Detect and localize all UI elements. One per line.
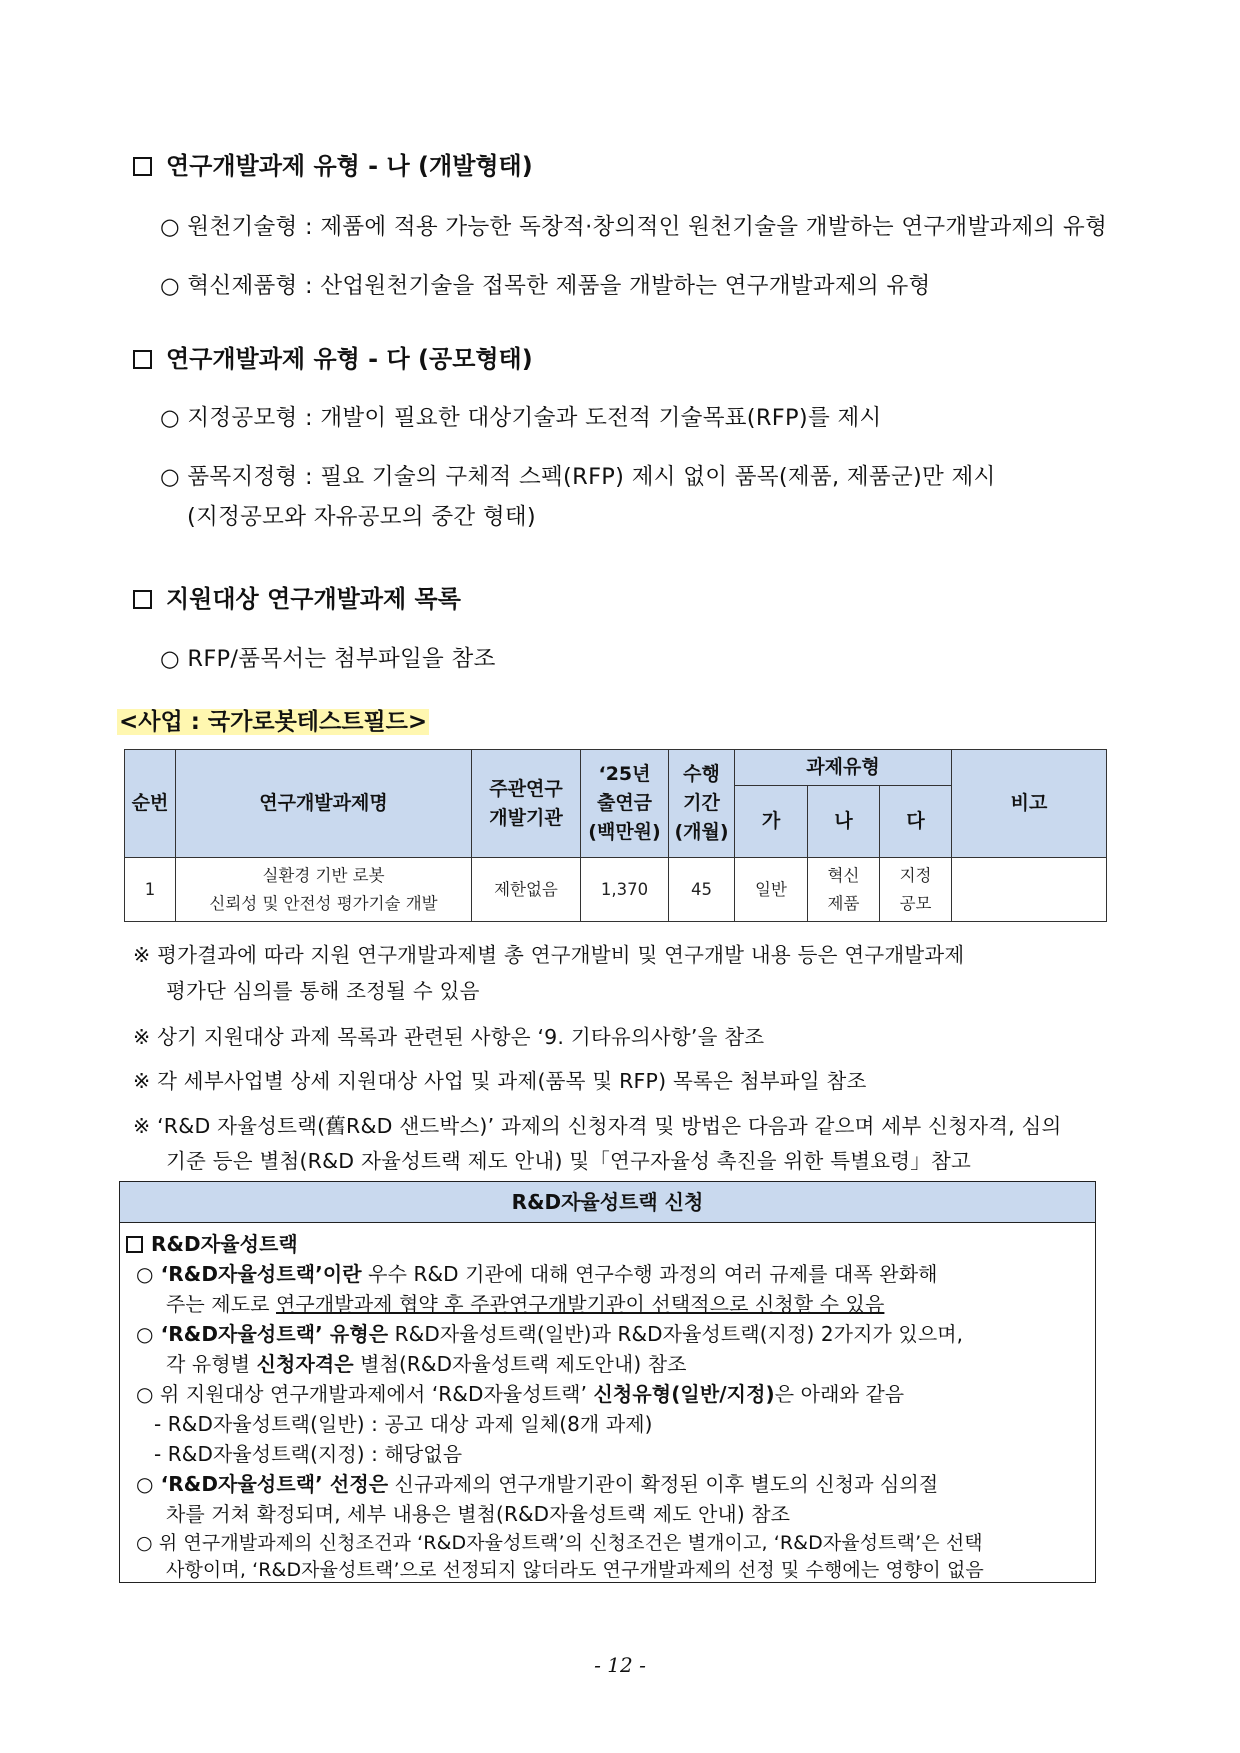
cell-type-c-line: 지정 — [899, 865, 932, 885]
track-bold: 신청자격은 — [256, 1352, 354, 1376]
track-text: ○ 위 지원대상 연구개발과제에서 ‘R&D자율성트랙’ — [136, 1382, 594, 1406]
track-text: R&D자율성트랙(일반)과 R&D자율성트랙(지정) 2가지가 있으며, — [388, 1322, 964, 1346]
section-heading — [133, 579, 461, 614]
project-table — [124, 749, 1107, 922]
note-line: ※ ‘R&D 자율성트랙(舊R&D 샌드박스)’ 과제의 신청자격 및 방법은 다음과 같으며 세부 신청자격, 심의 — [133, 1114, 1062, 1138]
checkbox-square-icon — [133, 590, 152, 609]
bullet-item: ○ 품목지정형 : 필요 기술의 구체적 스펙(RFP) 제시 없이 품목(제품, 제품군)만 제시 — [160, 464, 996, 490]
bullet-item: ○ 혁신제품형 : 산업원천기술을 접목한 제품을 개발하는 연구개발과제의 유형 — [160, 273, 931, 299]
track-box-title — [126, 1228, 298, 1257]
header-type-a: 가 — [735, 786, 808, 858]
cell-no: 1 — [125, 858, 176, 922]
track-text: 우수 R&D 기관에 대해 연구수행 과정의 여러 규제를 대폭 완화해 — [361, 1262, 938, 1286]
header-budget-line: ‘25년 — [598, 763, 651, 785]
header-type-b: 나 — [808, 786, 880, 858]
cell-type-a: 일반 — [735, 858, 808, 922]
note-line: ※ 각 세부사업별 상세 지원대상 사업 및 과제(품목 및 RFP) 목록은 첨부파일 참조 — [133, 1069, 867, 1093]
track-title-text: R&D자율성트랙 — [151, 1232, 298, 1256]
header-type-c: 다 — [880, 786, 952, 858]
table-row — [125, 858, 1107, 922]
track-line: 사항이며, ‘R&D자율성트랙’으로 선정되지 않더라도 연구개발과제의 선정 및 수행에는 영향이 없음 — [166, 1559, 984, 1581]
section-heading — [133, 339, 533, 374]
track-line — [136, 1258, 938, 1287]
track-text: 신규과제의 연구개발기관이 확정된 이후 별도의 신청과 심의절 — [388, 1472, 939, 1496]
track-line: 차를 거쳐 확정되며, 세부 내용은 별첨(R&D자율성트랙 제도 안내) 참조 — [166, 1502, 791, 1526]
track-text: 별첨(R&D자율성트랙 제도안내) 참조 — [353, 1352, 687, 1376]
cell-type-c — [880, 858, 952, 922]
cell-name-line: 실환경 기반 로봇 — [262, 865, 385, 885]
header-remark: 비고 — [952, 750, 1107, 858]
track-line: - R&D자율성트랙(지정) : 해당없음 — [154, 1442, 463, 1466]
note-line: 기준 등은 별첨(R&D 자율성트랙 제도 안내) 및「연구자율성 촉진을 위한 특별요령」참고 — [166, 1149, 971, 1173]
header-period-line: 수행 — [683, 763, 720, 785]
header-period — [669, 750, 735, 858]
checkbox-square-icon — [133, 157, 152, 176]
header-budget-line: (백만원) — [588, 821, 661, 843]
bullet-item: ○ 지정공모형 : 개발이 필요한 대상기술과 도전적 기술목표(RFP)를 제시 — [160, 405, 882, 431]
cell-type-b-line: 제품 — [827, 893, 860, 913]
track-line: - R&D자율성트랙(일반) : 공고 대상 과제 일체(8개 과제) — [154, 1412, 653, 1436]
track-line — [136, 1378, 904, 1407]
checkbox-square-icon — [133, 350, 152, 369]
track-text: 은 아래와 같음 — [774, 1382, 905, 1406]
business-label — [117, 703, 429, 736]
header-org — [472, 750, 581, 858]
track-box-header: R&D자율성트랙 신청 — [120, 1182, 1095, 1223]
track-text: 각 유형별 — [166, 1352, 257, 1376]
track-underlined: 연구개발과제 협약 후 주관연구개발기관이 선택적으로 신청할 수 있음 — [276, 1292, 885, 1316]
bullet-item-continuation: (지정공모와 자유공모의 중간 형태) — [187, 504, 537, 530]
track-bold: ○ ‘R&D자율성트랙’ 선정은 — [136, 1472, 389, 1496]
bullet-item: ○ 원천기술형 : 제품에 적용 가능한 독창적·창의적인 원천기술을 개발하는 연구개발과제의 유형 — [160, 214, 1108, 240]
header-period-line: 기간 — [683, 792, 720, 814]
heading-text: 지원대상 연구개발과제 목록 — [166, 585, 461, 613]
section-heading — [133, 146, 533, 181]
track-bold: 신청유형(일반/지정) — [593, 1382, 775, 1406]
header-budget-line: 출연금 — [596, 792, 653, 814]
track-line — [136, 1318, 963, 1347]
cell-type-b-line: 혁신 — [827, 865, 860, 885]
cell-type-b — [808, 858, 880, 922]
bullet-item: ○ RFP/품목서는 첨부파일을 참조 — [160, 646, 496, 672]
header-org-line: 주관연구 — [489, 777, 563, 800]
track-bold: ○ ‘R&D자율성트랙’ 유형은 — [136, 1322, 389, 1346]
header-period-line: (개월) — [674, 821, 729, 843]
header-org-line: 개발기관 — [489, 806, 563, 829]
header-no: 순번 — [125, 750, 176, 858]
note-line: ※ 평가결과에 따라 지원 연구개발과제별 총 연구개발비 및 연구개발 내용 등은 연구개발과제 — [133, 943, 965, 967]
cell-name — [176, 858, 472, 922]
header-type: 과제유형 — [735, 750, 952, 786]
heading-text: 연구개발과제 유형 - 나 (개발형태) — [166, 152, 533, 180]
track-line — [136, 1468, 938, 1497]
track-bold: ○ ‘R&D자율성트랙’이란 — [136, 1262, 362, 1286]
track-line: ○ 위 연구개발과제의 신청조건과 ‘R&D자율성트랙’의 신청조건은 별개이고, ‘R&D자율성트랙’은 선택 — [136, 1532, 983, 1554]
header-budget — [581, 750, 669, 858]
track-line — [166, 1348, 687, 1377]
cell-type-c-line: 공모 — [899, 893, 932, 913]
cell-org: 제한없음 — [472, 858, 581, 922]
page-number: - 12 - — [594, 1653, 646, 1677]
cell-name-line: 신뢰성 및 안전성 평가기술 개발 — [209, 893, 438, 913]
business-label-text: <사업 : 국가로봇테스트필드> — [119, 709, 428, 735]
header-name: 연구개발과제명 — [176, 750, 472, 858]
cell-remark — [952, 858, 1107, 922]
track-line — [166, 1288, 884, 1317]
note-line: ※ 상기 지원대상 과제 목록과 관련된 사항은 ‘9. 기타유의사항’을 참조 — [133, 1025, 765, 1049]
track-text: 주는 제도로 — [166, 1292, 277, 1316]
note-line: 평가단 심의를 통해 조정될 수 있음 — [166, 979, 480, 1003]
checkbox-square-icon — [126, 1236, 143, 1253]
cell-period: 45 — [669, 858, 735, 922]
cell-budget: 1,370 — [581, 858, 669, 922]
rnd-track-box — [119, 1181, 1096, 1583]
heading-text: 연구개발과제 유형 - 다 (공모형태) — [166, 345, 533, 373]
